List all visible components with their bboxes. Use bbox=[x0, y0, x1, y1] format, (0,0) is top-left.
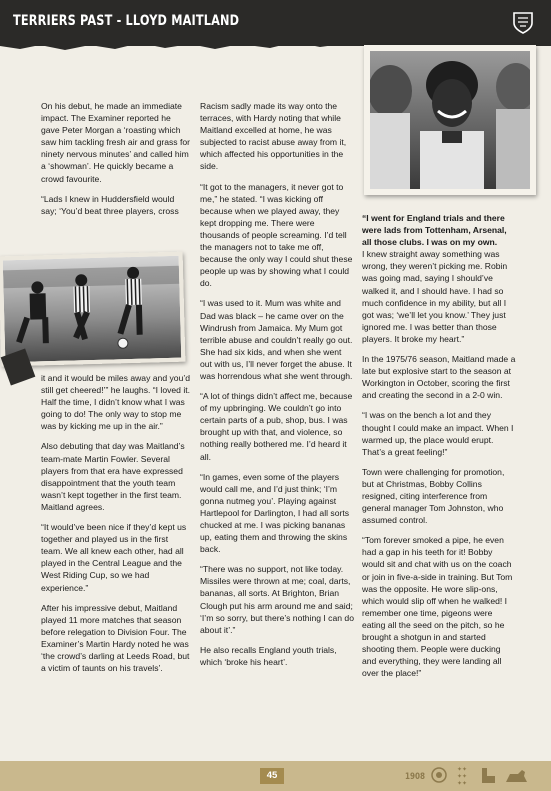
paragraph: “It would’ve been nice if they’d kept us together and played us in the first team. We all knew each other, had all played in the Central League and the West Riding Cup, so we had experience.” bbox=[41, 522, 187, 593]
svg-text:✦✦: ✦✦ bbox=[457, 780, 468, 787]
article-column-2 bbox=[200, 100, 354, 676]
match-action-photo bbox=[0, 252, 185, 367]
paragraph: I knew straight away something was wrong, they weren’t picking me. Robin was going mad, saying I should’ve walked it, and I should have. I had so much confidence in my ability, but all I got was; ‘we’ll let you know.’ They just ignored me. I was better than those players. It broke my heart.” bbox=[362, 249, 508, 344]
paragraph: “I was on the bench a lot and they thought I could make an impact. When I warmed up, the place would erupt. That’s a great feeling!” bbox=[362, 410, 514, 457]
paragraph: “Tom forever smoked a pipe, he even had a gap in his teeth for it! Bobby would sit and chat with us on the coach or join in five-a-side in training. But Tom was the opposite. He wore slip-ons, which would slip off when he walked! I remember one time, pigeons were eating all the seed on the pitch, so he brought a shotgun in and started shooting them. People were ducking and everything, they were landing all over the place!” bbox=[362, 535, 513, 679]
svg-text:✦✦: ✦✦ bbox=[457, 773, 468, 780]
paragraph: Also debuting that day was Maitland’s team-mate Martin Fowler. Several players from that era have expressed disappointment that the youth team wasn’t kept together in the first team. Maitland agrees. bbox=[41, 441, 185, 512]
footer-icon-strip bbox=[424, 762, 536, 788]
paragraph: “In games, even some of the players would call me, and I’d just think; ‘I’m gonna nutmeg you’. Playing against Hartlepool for Darlington, I had all sorts chucked at me. I was picking bananas up, eating them and throwing the skins back. bbox=[200, 471, 350, 555]
page-title: TERRIERS PAST - LLOYD MAITLAND bbox=[13, 13, 240, 29]
paragraph: After his impressive debut, Maitland played 11 more matches that season before relegation to Division Four. The Examiner’s Martin Hardy noted he was ‘the crowd’s darling at Leeds Road, but a victim of taunts on his travels’. bbox=[41, 602, 190, 674]
paragraph: He also recalls England youth trials, which ‘broke his heart’. bbox=[200, 644, 337, 667]
paragraph: On his debut, he made an immediate impact. The Examiner reported he gave Peter Morgan a ‘roasting which saw him tackling fresh air and grass for ninety nervous minutes’ and called him a ‘showman’. He quickly became a crowd favourite. bbox=[41, 101, 191, 184]
club-crest-icon bbox=[432, 768, 446, 782]
paragraph: In the 1975/76 season, Maitland made a late but explosive start to the season at Workington in October, scoring the first and creating the second in a 2-0 win. bbox=[362, 354, 516, 401]
paragraph: Town were challenging for promotion, but at Christmas, Bobby Collins resigned, citing interference from general manager Tom Johnston, who assumed control. bbox=[362, 466, 505, 526]
paragraph: “A lot of things didn’t affect me, because of my upbringing. We couldn’t go into certain parts of a pub, shop, bus. I was brought up with that, and violence, so nothing really bothered me. I’d heard it all. bbox=[200, 391, 353, 462]
svg-text:✦✦: ✦✦ bbox=[457, 766, 468, 773]
article-column-3 bbox=[362, 212, 516, 687]
paragraph: Racism sadly made its way onto the terraces, with Hardy noting that while Maitland excelled at home, he was subjected to racist abuse away from it, which affected his opportunities in the side. bbox=[200, 101, 347, 172]
terrier-dog-icon bbox=[506, 770, 527, 782]
paragraph: “Lads I knew in Huddersfield would say; ‘You’d beat three players, cross bbox=[41, 193, 179, 216]
paragraph: “It got to the managers, it never got to me,” he stated. “I was kicking off because when we played away, they kept dropping me. There were thousands of people screaming. I’d tell the managers not to take me off, because the only way I could shut these people up was by showing what I could do. bbox=[200, 181, 353, 289]
paragraph: it and it would be miles away and you’d still get cheered!’” he laughs. “I loved it. Half the time, I didn’t know what I was going to do! The only way to stop me was by kicking me up in the air.” bbox=[41, 373, 191, 432]
paragraph: “I was used to it. Mum was white and Dad was black – he came over on the Windrush from Jamaica. My Mum got terrible abuse and couldn’t really go out. She had six kids, and when she went out with us, I’ll never forget the abuse. It was horrendous what she went through. bbox=[200, 298, 353, 381]
page-number: 45 bbox=[260, 768, 284, 784]
footer-year: 1908 bbox=[405, 772, 426, 782]
club-crest-icon bbox=[511, 10, 535, 34]
player-portrait-photo bbox=[364, 45, 536, 195]
article-column-1-top bbox=[41, 100, 191, 225]
stars-icon bbox=[457, 766, 467, 787]
paragraph: “There was no support, not like today. Missiles were thrown at me; coal, darts, bananas, all sorts. At Brighton, Brian Clough put his arm around me and said; ‘I’m so sorry, but there’s nothing I can do about it’.” bbox=[200, 564, 354, 635]
article-column-1-bottom bbox=[41, 372, 191, 682]
pull-quote: “I went for England trials and there were lads from Tottenham, Arsenal, all those clubs. I was on my own. bbox=[362, 213, 507, 248]
building-icon bbox=[482, 768, 495, 783]
